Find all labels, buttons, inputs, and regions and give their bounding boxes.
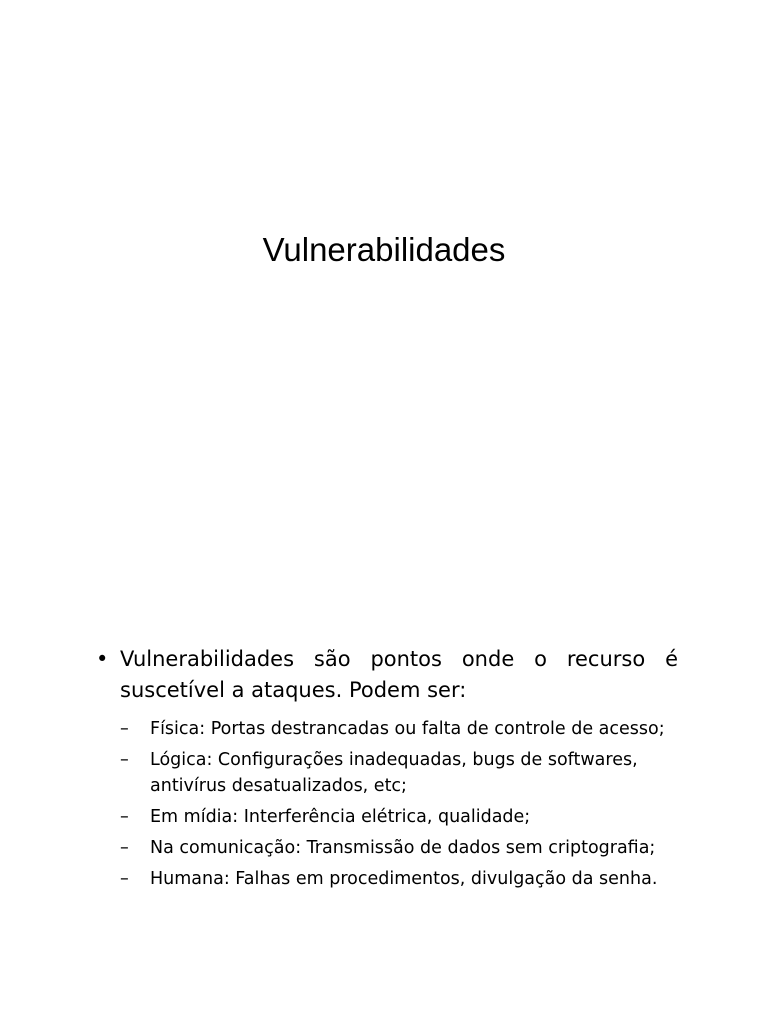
sub-bullet-list bbox=[96, 716, 678, 892]
sub-item-humana bbox=[120, 866, 678, 892]
bullet-item bbox=[96, 644, 678, 706]
sub-item-midia bbox=[120, 804, 678, 830]
bullet-text: Vulnerabilidades são pontos onde o recurso é suscetível a ataques. Podem ser: bbox=[120, 647, 678, 702]
dash-marker: – bbox=[120, 750, 129, 770]
dash-marker: – bbox=[120, 807, 129, 827]
bullet-list bbox=[96, 644, 678, 897]
sub-item-comunicacao bbox=[120, 835, 678, 861]
sub-item-text: Humana: Falhas em procedimentos, divulgação da senha. bbox=[150, 869, 658, 889]
slide-title: Vulnerabilidades bbox=[262, 231, 506, 268]
sub-item-text: Em mídia: Interferência elétrica, qualidade; bbox=[150, 807, 531, 827]
dash-marker: – bbox=[120, 869, 129, 889]
sub-item-text: Na comunicação: Transmissão de dados sem criptografia; bbox=[150, 838, 656, 858]
sub-item-fisica bbox=[120, 716, 678, 742]
sub-item-logica bbox=[120, 747, 678, 799]
sub-item-text: Lógica: Configurações inadequadas, bugs de softwares, antivírus desatualizados, etc; bbox=[150, 750, 638, 796]
sub-item-text: Física: Portas destrancadas ou falta de controle de acesso; bbox=[150, 719, 665, 739]
dash-marker: – bbox=[120, 719, 129, 739]
bullet-marker: • bbox=[96, 647, 109, 671]
dash-marker: – bbox=[120, 838, 129, 858]
